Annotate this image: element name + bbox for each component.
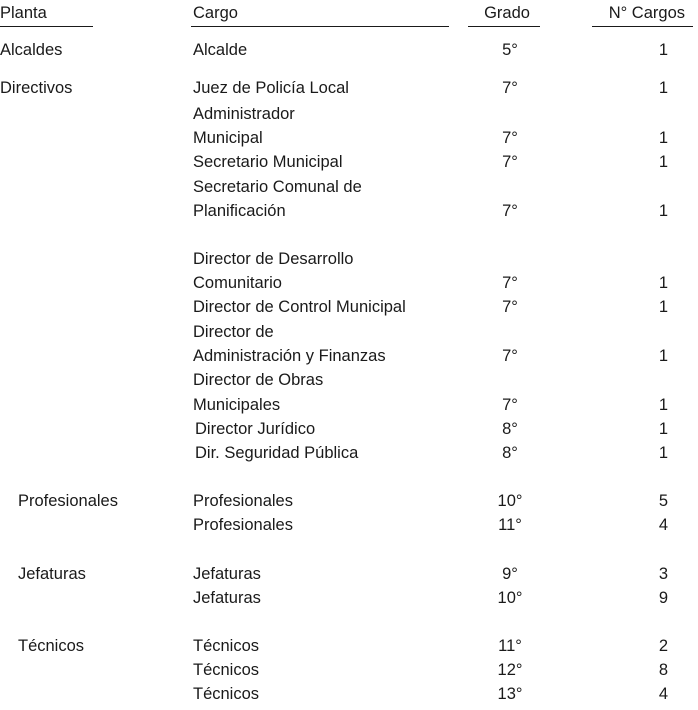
row-num: 3 — [658, 565, 668, 583]
row-num: 4 — [658, 685, 668, 703]
row-grado: 7° — [502, 347, 518, 365]
row-grado: 7° — [502, 79, 518, 97]
table-row — [0, 203, 698, 227]
row-grado: 7° — [502, 129, 518, 147]
table-row — [0, 638, 698, 662]
table-row — [0, 179, 698, 203]
row-cargo: Juez de Policía Local — [193, 79, 349, 97]
row-grado: 7° — [502, 396, 518, 414]
row-num: 1 — [658, 153, 668, 171]
row-num: 9 — [658, 589, 668, 607]
table-row — [0, 154, 698, 178]
row-cargo: Municipales — [193, 396, 281, 414]
row-grado: 13° — [497, 685, 523, 703]
row-cargo: Técnicos — [193, 685, 260, 703]
table-row — [0, 493, 698, 517]
row-cargo: Jefaturas — [193, 565, 261, 583]
table-row — [0, 251, 698, 275]
row-cargo: Secretario Comunal de — [193, 178, 362, 196]
row-grado: 7° — [502, 202, 518, 220]
row-cargo: Administración y Finanzas — [193, 347, 386, 365]
row-planta: Directivos — [0, 79, 73, 97]
row-grado: 5° — [502, 41, 518, 59]
row-planta: Profesionales — [18, 492, 118, 510]
row-planta: Jefaturas — [18, 565, 86, 583]
row-num: 5 — [658, 492, 668, 510]
table-row — [0, 275, 698, 299]
header-grado: Grado — [484, 4, 530, 22]
header-underline-grado — [468, 26, 540, 27]
header-underline-num — [592, 26, 693, 27]
row-cargo: Director de Control Municipal — [193, 298, 406, 316]
row-grado: 8° — [502, 444, 518, 462]
row-num: 1 — [658, 41, 668, 59]
row-cargo: Alcalde — [193, 41, 248, 59]
table-row — [0, 590, 698, 614]
row-num: 2 — [658, 637, 668, 655]
row-num: 1 — [658, 444, 668, 462]
row-num: 1 — [658, 347, 668, 365]
table-row — [0, 445, 698, 469]
row-cargo: Técnicos — [193, 661, 260, 679]
row-num: 1 — [658, 420, 668, 438]
row-cargo: Técnicos — [193, 637, 260, 655]
row-num: 4 — [658, 516, 668, 534]
row-cargo: Planificación — [193, 202, 286, 220]
header-planta: Planta — [0, 4, 47, 22]
row-grado: 10° — [497, 589, 523, 607]
table-row — [0, 566, 698, 590]
row-planta: Alcaldes — [0, 41, 63, 59]
row-num: 1 — [658, 274, 668, 292]
table-row — [0, 130, 698, 154]
row-num: 1 — [658, 79, 668, 97]
table-row — [0, 686, 698, 710]
table-row — [0, 397, 698, 421]
row-cargo: Director de Obras — [193, 371, 324, 389]
table-row — [0, 372, 698, 396]
row-num: 1 — [658, 396, 668, 414]
row-cargo: Jefaturas — [193, 589, 261, 607]
row-grado: 7° — [502, 153, 518, 171]
row-cargo: Profesionales — [193, 492, 293, 510]
row-grado: 7° — [502, 298, 518, 316]
row-cargo: Municipal — [193, 129, 263, 147]
row-cargo: Director Jurídico — [195, 420, 316, 438]
row-grado: 9° — [502, 565, 518, 583]
row-num: 1 — [658, 202, 668, 220]
row-grado: 8° — [502, 420, 518, 438]
header-underline-planta — [0, 26, 93, 27]
row-planta: Técnicos — [18, 637, 85, 655]
table-row — [0, 662, 698, 686]
table-row — [0, 299, 698, 323]
row-grado: 11° — [498, 637, 522, 655]
header-cargo: Cargo — [193, 4, 238, 22]
table-row — [0, 324, 698, 348]
row-grado: 11° — [498, 516, 522, 534]
table-row — [0, 80, 698, 104]
row-cargo: Administrador — [193, 105, 295, 123]
row-num: 8 — [658, 661, 668, 679]
table-row — [0, 421, 698, 445]
row-cargo: Director de Desarrollo — [193, 250, 354, 268]
row-cargo: Dir. Seguridad Pública — [195, 444, 359, 462]
row-num: 1 — [658, 129, 668, 147]
row-grado: 7° — [502, 274, 518, 292]
table-row — [0, 517, 698, 541]
row-grado: 12° — [497, 661, 523, 679]
table-row — [0, 106, 698, 130]
row-cargo: Comunitario — [193, 274, 282, 292]
header-underline-cargo — [191, 26, 449, 27]
row-num: 1 — [658, 298, 668, 316]
row-grado: 10° — [497, 492, 523, 510]
table-row — [0, 348, 698, 372]
header-num-cargos: N° Cargos — [608, 4, 685, 22]
table-row — [0, 42, 698, 66]
row-cargo: Director de — [193, 323, 274, 341]
row-cargo: Profesionales — [193, 516, 293, 534]
row-cargo: Secretario Municipal — [193, 153, 343, 171]
